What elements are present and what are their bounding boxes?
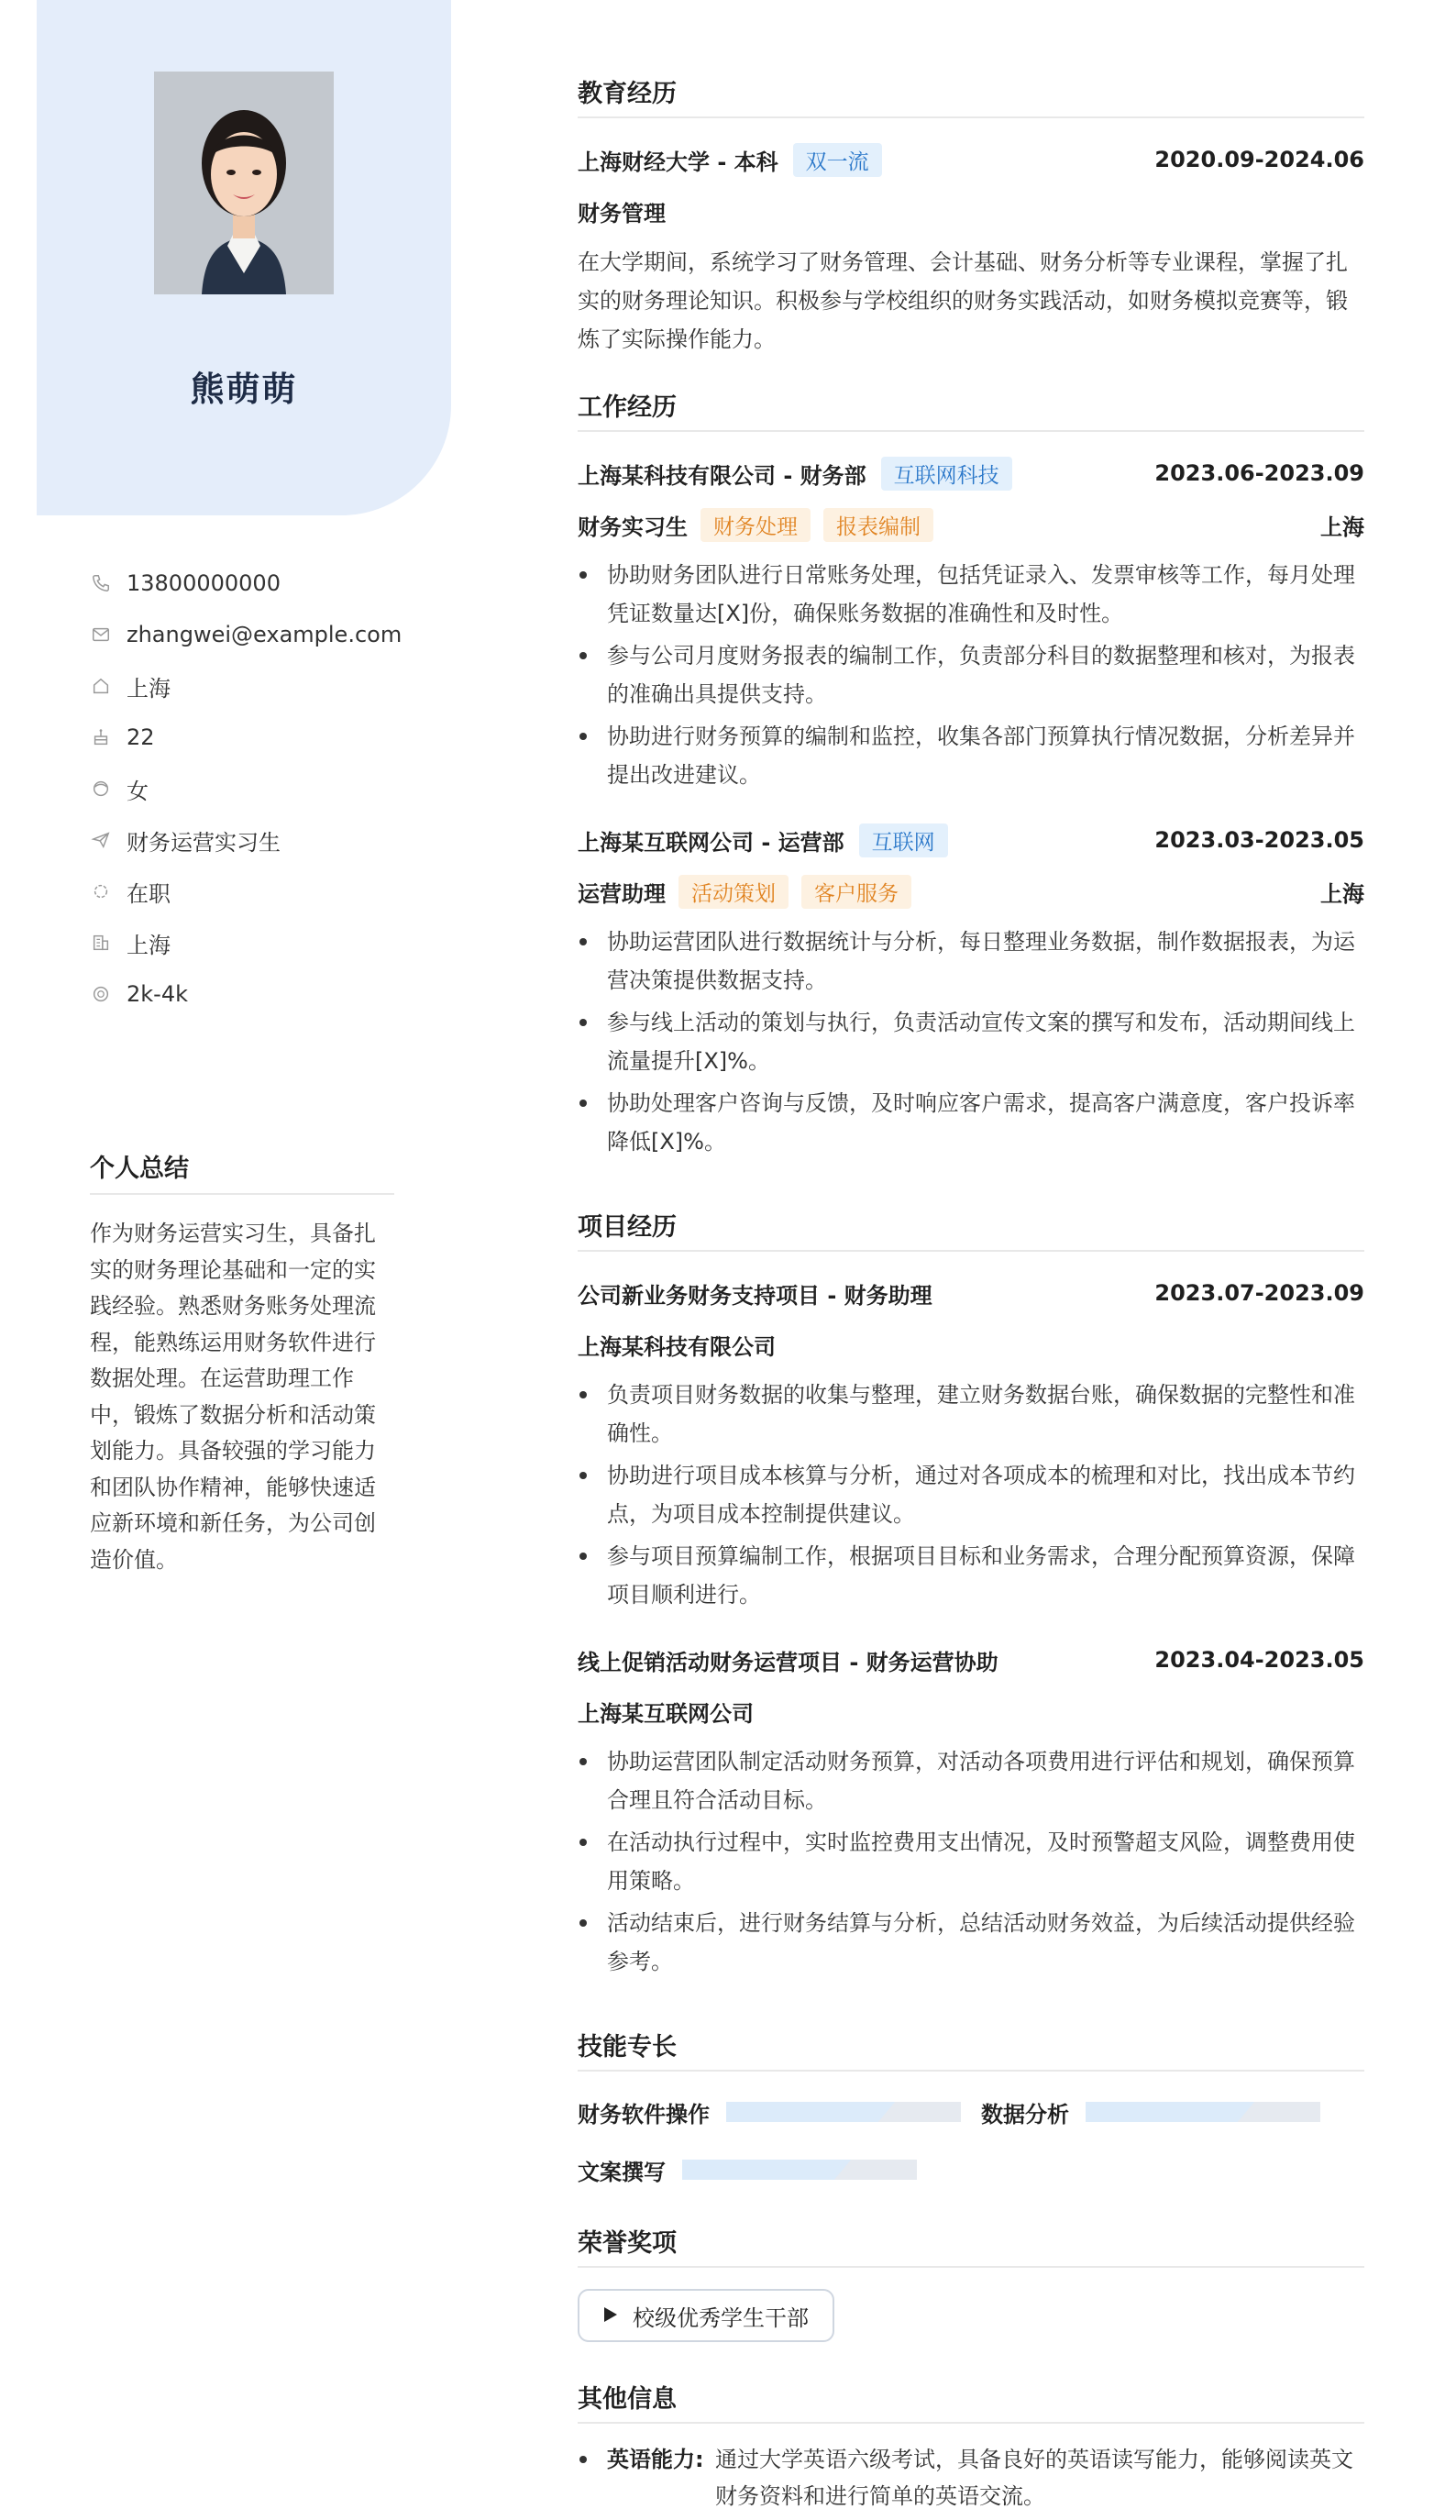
job-role-row <box>578 873 1364 910</box>
other-heading: 其他信息 <box>578 2379 1364 2424</box>
project-duties <box>578 1376 1364 1618</box>
contact-gender <box>90 763 475 814</box>
contact-phone <box>90 558 475 609</box>
list-item: 协助进行财务预算的编制和监控，收集各部门预算执行情况数据，分析差异并提出改进建议。 <box>578 717 1364 794</box>
project-date: 2023.04-2023.05 <box>1154 1647 1364 1673</box>
skill-item <box>578 2094 961 2130</box>
contact-text: 上海 <box>127 675 171 702</box>
major-name: 财务管理 <box>578 200 666 227</box>
skill-level-bar <box>682 2160 917 2180</box>
job-role: 财务实习生 <box>578 514 688 540</box>
job-role-row <box>578 506 1364 543</box>
contact-text: 上海 <box>127 932 171 958</box>
skill-tag: 活动策划 <box>678 875 789 909</box>
project-org: 上海某科技有限公司 <box>578 1333 776 1360</box>
contact-text: 13800000000 <box>127 570 281 596</box>
education-header <box>578 141 1364 178</box>
industry-tag: 互联网科技 <box>881 457 1012 491</box>
education-heading: 教育经历 <box>578 73 1364 118</box>
skill-label: 数据分析 <box>981 2101 1069 2128</box>
profile-header <box>37 0 451 515</box>
job-role: 运营助理 <box>578 880 666 907</box>
job-duties <box>578 556 1364 798</box>
project-org-row <box>578 1326 1364 1363</box>
project-org-row <box>578 1693 1364 1730</box>
profile-photo <box>154 72 334 294</box>
building-icon <box>90 932 112 954</box>
skill-level-bar <box>1086 2102 1320 2122</box>
contact-salary <box>90 968 475 1020</box>
job-duties <box>578 923 1364 1165</box>
phone-icon <box>90 572 112 594</box>
school-name: 上海财经大学 - 本科 <box>578 149 778 175</box>
job-city: 上海 <box>1320 514 1364 540</box>
awards-heading: 荣誉奖项 <box>578 2223 1364 2268</box>
play-triangle-icon <box>603 2303 618 2328</box>
candidate-name: 熊萌萌 <box>190 370 298 409</box>
contact-city <box>90 660 475 712</box>
project-header <box>578 1275 1364 1311</box>
contact-text: 在职 <box>127 880 171 907</box>
major-row <box>578 193 1364 229</box>
skill-tag: 财务处理 <box>700 508 811 542</box>
skill-level-bar <box>726 2102 961 2122</box>
summary-text: 作为财务运营实习生，具备扎实的财务理论基础和一定的实践经验。熟悉财务账务处理流程，能熟练运用财务软件进行数据处理。在运营助理工作中，锻炼了数据分析和活动策划能力。具备较强的学习能力和团队协作精神，能够快速适应新环境和新任务，为公司创造价值。 <box>90 1221 376 1573</box>
list-item: 协助运营团队制定活动财务预算，对活动各项费用进行评估和规划，确保预算合理且符合活动目标。 <box>578 1742 1364 1819</box>
gender-icon <box>90 778 112 800</box>
projects-heading: 项目经历 <box>578 1207 1364 1252</box>
project-org: 上海某互联网公司 <box>578 1700 754 1727</box>
list-item: 协助处理客户咨询与反馈，及时响应客户需求，提高客户满意度，客户投诉率降低[X]%。 <box>578 1084 1364 1161</box>
skill-label: 财务软件操作 <box>578 2101 710 2128</box>
list-item: 协助进行项目成本核算与分析，通过对各项成本的梳理和对比，找出成本节约点，为项目成本控制提供建议。 <box>578 1456 1364 1533</box>
list-item: 协助运营团队进行数据统计与分析，每日整理业务数据，制作数据报表，为运营决策提供数据支持。 <box>578 923 1364 1000</box>
skill-item <box>578 2151 917 2188</box>
job-header <box>578 455 1364 492</box>
salary-icon <box>90 983 112 1005</box>
list-item: 参与公司月度财务报表的编制工作，负责部分科目的数据整理和核对，为报表的准确出具提供支持。 <box>578 636 1364 713</box>
summary-heading: 个人总结 <box>90 1148 394 1195</box>
industry-tag: 互联网 <box>859 823 948 857</box>
project-name: 公司新业务财务支持项目 - 财务助理 <box>578 1282 932 1309</box>
education-description: 在大学期间，系统学习了财务管理、会计基础、财务分析等专业课程，掌握了扎实的财务理论知识。积极参与学校组织的财务实践活动，如财务模拟竞赛等，锻炼了实际操作能力。 <box>578 249 1348 352</box>
skills-heading: 技能专长 <box>578 2027 1364 2072</box>
contact-text: 女 <box>127 778 149 804</box>
skill-tag: 客户服务 <box>801 875 911 909</box>
list-item: 参与项目预算编制工作，根据项目目标和业务需求，合理分配预算资源，保障项目顺利进行。 <box>578 1537 1364 1614</box>
contact-text: 财务运营实习生 <box>127 829 281 856</box>
list-item: 协助财务团队进行日常账务处理，包括凭证录入、发票审核等工作，每月处理凭证数量达[X]份，确保账务数据的准确性和及时性。 <box>578 556 1364 633</box>
award-toggle-button[interactable] <box>578 2289 834 2342</box>
skill-tag: 报表编制 <box>823 508 933 542</box>
contact-work-city <box>90 917 475 968</box>
list-item: 活动结束后，进行财务结算与分析，总结活动财务效益，为后续活动提供经验参考。 <box>578 1904 1364 1981</box>
job-date: 2023.03-2023.05 <box>1154 827 1364 853</box>
project-duties <box>578 1742 1364 1984</box>
job-city: 上海 <box>1320 880 1364 907</box>
contact-age <box>90 712 475 763</box>
bullet-dot <box>579 2456 587 2463</box>
project-name: 线上促销活动财务运营项目 - 财务运营协助 <box>578 1649 998 1675</box>
contact-info-list <box>90 558 475 1020</box>
job-header <box>578 822 1364 858</box>
skill-item <box>981 2094 1320 2130</box>
contact-text: 22 <box>127 724 155 750</box>
age-icon <box>90 726 112 748</box>
company-name: 上海某科技有限公司 - 财务部 <box>578 462 866 489</box>
contact-text: 2k-4k <box>127 981 188 1007</box>
award-label: 校级优秀学生干部 <box>633 2304 809 2331</box>
work-heading: 工作经历 <box>578 387 1364 432</box>
contact-position <box>90 814 475 866</box>
list-item: 负责项目财务数据的收集与整理，建立财务数据台账，确保数据的完整性和准确性。 <box>578 1376 1364 1453</box>
company-name: 上海某互联网公司 - 运营部 <box>578 829 844 856</box>
school-tag: 双一流 <box>793 143 882 177</box>
contact-email <box>90 609 475 660</box>
skill-label: 文案撰写 <box>578 2159 666 2185</box>
other-info-label: 英语能力: <box>607 2447 704 2472</box>
portrait-image <box>154 72 334 294</box>
status-icon <box>90 880 112 902</box>
job-date: 2023.06-2023.09 <box>1154 460 1364 486</box>
education-date: 2020.09-2024.06 <box>1154 147 1364 172</box>
send-icon <box>90 829 112 851</box>
home-icon <box>90 675 112 697</box>
other-info-text: 通过大学英语六级考试，具备良好的英语读写能力，能够阅读英文财务资料和进行简单的英语交流。 <box>715 2447 1353 2509</box>
list-item: 参与线上活动的策划与执行，负责活动宣传文案的撰写和发布，活动期间线上流量提升[X]%。 <box>578 1003 1364 1080</box>
project-date: 2023.07-2023.09 <box>1154 1280 1364 1306</box>
contact-status <box>90 866 475 917</box>
project-header <box>578 1641 1364 1678</box>
mail-icon <box>90 624 112 646</box>
list-item: 在活动执行过程中，实时监控费用支出情况，及时预警超支风险，调整费用使用策略。 <box>578 1823 1364 1900</box>
contact-text: zhangwei@example.com <box>127 622 403 647</box>
